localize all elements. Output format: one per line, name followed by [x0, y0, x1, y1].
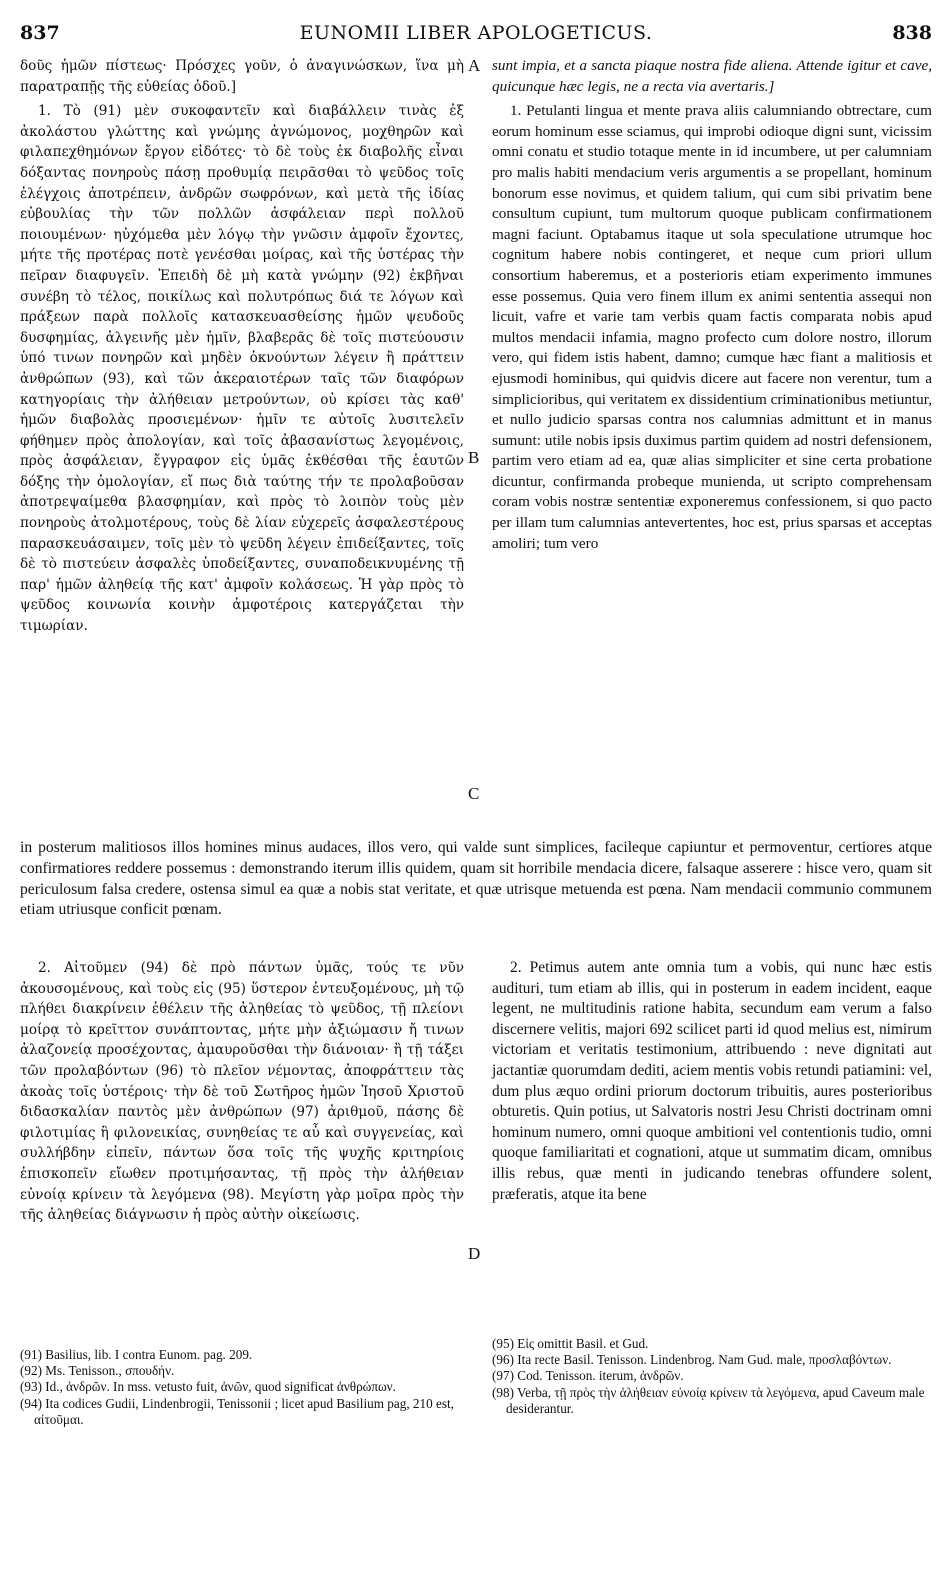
footnote: (93) Id., ἀνδρῶν. In mss. vetusto fuit, ἀνῶν, quod significat ἀνθρώπων.: [20, 1379, 396, 1395]
latin-column-lower: [492, 958, 932, 1205]
page-header: [20, 22, 932, 46]
latin-column-upper: [492, 56, 932, 554]
footnote: (91) Basilius, lib. I contra Eunom. pag. 209.: [20, 1347, 253, 1362]
running-title: EUNOMII LIBER APOLOGETICUS.: [299, 22, 653, 44]
section-marker-b: B: [468, 448, 480, 467]
greek-column-upper: [20, 56, 464, 637]
greek-column-lower: [20, 958, 464, 1226]
footnote: (98) Verba, τῇ πρὸς τὴν ἀλήθειαν εὐνοίᾳ κρίνειν τὰ λεγόμενα, apud Caveum male desiderantur.: [492, 1384, 925, 1416]
footnote: (92) Ms. Tenisson., σπουδήν.: [20, 1363, 175, 1379]
greek-paragraph-2: 2. Αἰτοῦμεν (94) δὲ πρὸ πάντων ὑμᾶς, τούς τε νῦν ἀκουσομένους, καὶ τοὺς εἰς (95) ὕστερον ἐντευξομένους, μὴ τῷ πλήθει διακρίνειν ἐθέλειν τῆς ἀληθείας τὸ ψεῦδος, τῇ πλείονι μοίρᾳ τὸ κρεῖττον συνάπτοντας, μήτε μὴν ἀξιώμασιν ἤ τινων ἀλαζονείᾳ προσέχοντας, ἀμαυροῦσθαι τὴν διάνοιαν· ἢ τῇ τάξει τῶν προλαβόντων (96) τὸ πλεῖον νέμοντας, ἀποφράττειν τὰς ἀκοὰς τοῖς ὑστέροις· τὴν δὲ τοῦ Σωτῆρος ἡμῶν Ἰησοῦ Χριστοῦ διδασκαλίαν παντὸς μὲν ἀνθρώπων (97) ἀριθμοῦ, πάσης δὲ φιλοτιμίας ἢ φιλονεικίας, συνηθείας τε αὖ καὶ συγγενείας, καὶ συλλήβδην εἰπεῖν, πάντων ὅσα τοῖς τῆς ψυχῆς κριτηρίοις ἐπισκοπεῖν εἴωθεν προτιμήσαντας, τῇ πρὸς τὴν ἀλήθειαν εὐνοίᾳ κρίνειν τὰ λεγόμενα (98). Μεγίστη γὰρ μοῖρα πρὸς τὴν τῆς ἀληθείας διάγνωσιν ἡ πρὸς αὐτὴν οἰκείωσις.: [20, 960, 464, 1224]
section-marker-d: D: [468, 1244, 481, 1263]
latin-full-width-continuation: in posterum malitiosos illos homines minus audaces, illos vero, qui valde sunt simplices, facileque capiuntur et permoventur, certiores atque confirmatiores reddere possemus : demonstrando iterum illis quidem, quam sit horribile mendacia dicere, falsaque asserere : hisce vero, quam sit periculosum falsa credere, ostensa simul ea quæ a nobis stat veritate, et quæ utrisque metuenda est pœna. Nam mendacii communio communem etiam utriusque conficit pœnam.: [20, 839, 932, 919]
footnote: (97) Cod. Tenisson. iterum, ἀνδρῶν.: [492, 1368, 684, 1384]
latin-paragraph-1: 1. Petulanti lingua et mente prava aliis calumniando obtrectare, cum eorum hominum esse sciamus, qui improbi odioque digni sunt, vicissim omni conatu et studio totaque mente in id incumbere, ut per calumniam pro malis habiti mendacium veris argumentis a se propellant, hominum bonorum esse novimus, et quidem talium, qui cum sibi privatim bene consultum cupiunt, tum multorum quoque publicam confirmationem magni faciunt. Optabamus itaque ut sola speculatione utrumque hoc cognitum habere nobis contingeret, et neque cum priori ullum consortium haberemus, et a posterioris etiam experimento immunes esse possemus. Quia vero finem illum ex animi sententia assequi non licuit, vafre et varie tam verbis quam factis comparata nobis apud multos mendacii infamia, magno profecto cum dolore nostro, illorum vero, qui fidem istis habent, damno; cumque hæc fiant a malitiosis et ejusmodi hominibus, qui quidvis dicere aut facere non verentur, tum a simplicioribus, qui veritatem ex dissidentium criminationibus metiuntur, et nullo judicio sparsas contra nos calumnias admittunt et in manus sumunt: utile nobis ipsis duximus partim quidem ad nostri defensionem, partim vero etiam ad ea, quæ alias simpliciter et sine certa probatione dicuntur, confirmanda probeque munienda, ut scripto comprehensam coram vobis nostræ sententiæ exponeremus confessionem, si quo pacto per illam tum calumnias antevertentes, hoc est, prius sparsas et acceptas amoliri; tum vero: [492, 102, 932, 552]
footnote: (94) Ita codices Gudii, Lindenbrogii, Tenissonii ; licet apud Basilium pag, 210 est, αἰτοῦμαι.: [20, 1395, 454, 1427]
greek-intro: δοῦς ἡμῶν πίστεως· Πρόσχες γοῦν, ὁ ἀναγινώσκων, ἵνα μὴ παρατραπῇς τῆς εὐθείας ὁδοῦ.]: [20, 58, 464, 95]
greek-paragraph-1: 1. Τὸ (91) μὲν συκοφαντεῖν καὶ διαβάλλειν τινὰς ἐξ ἀκολάστου γλώττης καὶ γνώμης ἀγνώμονος, μοχθηρῶν καὶ φιλαπεχθημόνων ἔργον εἰδότες· τὸ δὲ τοὺς ἐκ διαβολῆς εἶναι δόξαντας πονηροὺς πάσῃ προθυμίᾳ πειρᾶσθαι τὸ ψεῦδος τοῖς ἐλέγχοις ἀποτρέπειν, ἀνδρῶν σωφρόνων, καὶ μετὰ τῆς ἰδίας εὐβουλίας τὴν τῶν πολλῶν ἀσφάλειαν περὶ πολλοῦ ποιουμένων· ηὐχόμεθα μὲν λόγῳ τὴν γνῶσιν ἀμφοῖν ἔχοντες, μήτε τῆς προτέρας ποτὲ γενέσθαι μοίρας, καὶ τῆς ὑστέρας τὴν πεῖραν διαφυγεῖν. Ἐπειδὴ δὲ μὴ κατὰ γνώμην (92) ἐκβῆναι συνέβη τὸ τέλος, ποικίλως καὶ πολυτρόπως διά τε λόγων καὶ πράξεων παρὰ πολλοῖς κατασκευασθείσης ἡμῶν ψευδοῦς δυσφημίας, ἀλγεινῆς μὲν ἡμῖν, βλαβερᾶς δὲ τοῖς πιστεύουσιν ὑπό τινων πονηρῶν καὶ μηδὲν ὀκνούντων λέγειν ἢ πράττειν ἀνθρώπων (93), καὶ τῶν ἀκεραιοτέρων ταῖς τῶν διαφόρων κατηγορίαις τὴν ἀλήθειαν μετρούντων, οὐ κρίσει τὰς καθ' ἡμῶν διαβολὰς προσιεμένων· ἡμῖν τε αὐτοῖς λυσιτελεῖν φήθημεν πρὸς ἀπολογίαν, καὶ τοῖς ἀβασανίστως λεγομένοις, πρὸς ἀσφάλειαν, ἔγγραφον εἰς ὑμᾶς ἐκθέσθαι τῆς ἑαυτῶν δόξης τὴν ὁμολογίαν, εἴ πως διὰ ταύτης τήν τε προλαβοῦσαν ἀποτρεψαίμεθα βλασφημίαν, καὶ πρὸς τὸ λοιπὸν τοὺς μὲν πονηροὺς ἀτολμοτέρους, τοὺς δὲ λίαν εὐχερεῖς ἀσφαλεστέρους παρασκευάσαιμεν, τοῖς μὲν τὸ ψεῦδη λέγειν ἐπιδείξαντες, τοῖς δὲ τὸ πιστεύειν ἀσφαλὲς ὑποδείξαντες, συναποδεικνυμένης τῇ παρ' ἡμῶν ἀληθείᾳ τῆς κατ' ἀμφοῖν κολάσεως. Ἡ γὰρ πρὸς τὸ ψεῦδος κοινωνία κοινὴν ἀμφοτέροις κατεργάζεται τὴν τιμωρίαν.: [20, 103, 464, 635]
section-marker-a: A: [468, 56, 481, 75]
latin-paragraph-2: 2. Petimus autem ante omnia tum a vobis, qui nunc hæc estis audituri, tum etiam ab illis, qui in posterum in eadem incident, eaque legent, ne multitudinis ratione habita, secundum eam verum a falso discernere velitis, majori 692 scilicet parti id quod melius est, nimirum victoriam et veritatis testimonium, attribuendo : neve dignitati aut jactantiæ quorumdam dediti, aciem mentis vobis retundi patiamini: vel, dum plus æquo ordini priorum doctorum tribuitis, aures posterioribus obturetis. Quin potius, ut Salvatoris nostri Jesu Christi doctrinam omni hominum numero, omni quoque ambitioni vel contentionis tudio, omni quoque familiaritati et cognationi, atque ut summatim dicam, omnibus illis rebus, quæ menti in judicando tenebras offundere solent, præferatis, atque ita bene: [492, 959, 932, 1203]
page-number-right: 838: [892, 22, 932, 44]
footnotes-right: [492, 1336, 932, 1417]
latin-intro: sunt impia, et a sancta piaque nostra fide aliena. Attende igitur et cave, quicunque hæc legis, ne a recta via avertaris.]: [492, 57, 932, 95]
footnotes-left: [20, 1347, 464, 1428]
footnote: (95) Εἰς omittit Basil. et Gud.: [492, 1336, 649, 1351]
section-marker-c: C: [468, 784, 480, 803]
page-number-left: 837: [20, 22, 60, 44]
footnote: (96) Ita recte Basil. Tenisson. Lindenbrog. Nam Gud. male, προσλαβόντων.: [492, 1352, 892, 1368]
